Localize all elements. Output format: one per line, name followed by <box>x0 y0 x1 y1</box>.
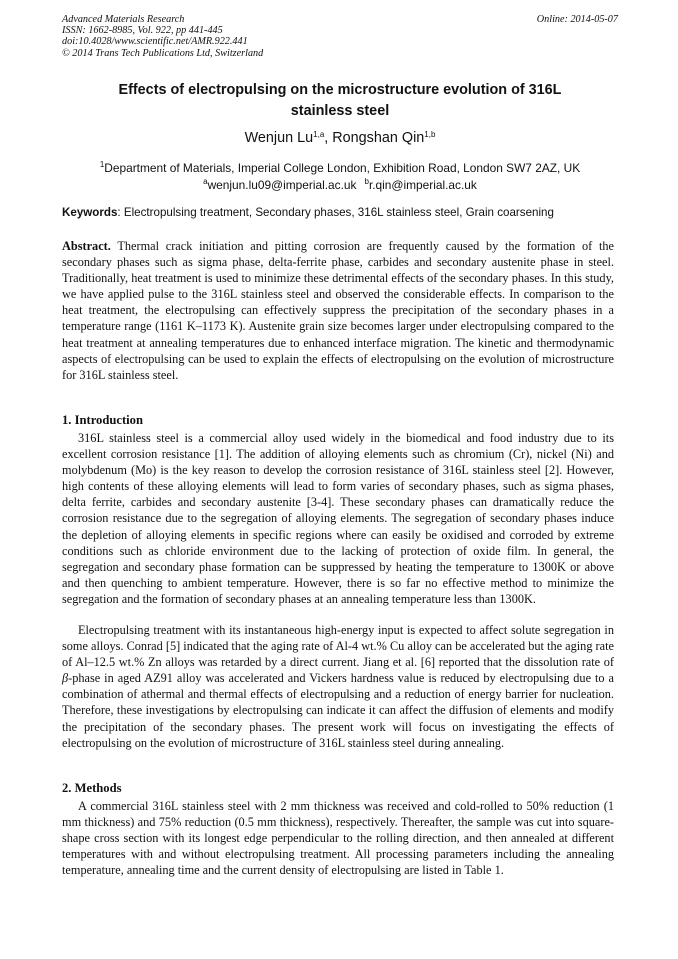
beta-symbol: β <box>62 671 69 686</box>
author-1-name: Wenjun Lu <box>244 130 314 146</box>
author-2-superscript: 1,b <box>424 130 436 139</box>
author-list <box>62 126 618 147</box>
online-date: Online: 2014-05-07 <box>536 14 618 25</box>
email-a-superscript: a <box>203 177 208 186</box>
email-b-link[interactable]: r.qin@imperial.ac.uk <box>368 178 477 192</box>
copyright-line: © 2014 Trans Tech Publications Ltd, Switzerland <box>62 47 264 59</box>
keywords-text: : Electropulsing treatment, Secondary phases, 316L stainless steel, Grain coarsening <box>117 206 554 219</box>
author-2-name: Rongshan Qin <box>332 130 425 146</box>
email-a-link[interactable]: wenjun.lu09@imperial.ac.uk <box>207 178 357 192</box>
journal-header <box>62 14 618 59</box>
paper-title <box>62 80 618 122</box>
keywords-label: Keywords <box>62 206 118 219</box>
affiliation-superscript: 1 <box>99 160 105 169</box>
introduction-p2-text-before: Electropulsing treatment with its instantaneous high-energy input is expected to affect solute segregation in some alloys. Conrad [5] indicated that the aging rate of Al-4 wt.% Cu alloy can be accelerated but the aging rate of Al–12.5 wt.% Zn alloys was retarded by a direct current. Jiang et al. [6] reported that the dissolution rate of <box>62 623 614 670</box>
abstract-paragraph <box>62 238 614 383</box>
author-separator: , <box>324 130 333 146</box>
keywords <box>62 205 618 220</box>
introduction-paragraph-1: 316L stainless steel is a commercial alloy used widely in the biomedical and food industry due to its excellent corrosion resistance [1]. The addition of alloying elements such as chromium (Cr), nickel (Ni) and molybdenum (Mo) is the key reason to develop the corrosion resistance of 316L stainless steel [2]. However, high contents of these alloying elements will lead to form varies of secondary phases, such as sigma phases, delta ferrite, carbides and secondary austenite [3-4]. These secondary phases can dramatically reduce the corrosion resistance due to the segregation of alloying elements. The segregation of secondary phases induce the depletion of alloying elements in specific regions where can easily be oxidised and corroded by extreme conditions such as chloride environment due to the lacking of protection of oxide film. In general, the segregation and secondary phase formation can be suppressed by heating the temperature to 1300K or above and then quenching to ambient temperature. However, there is so far no effective method to minimize the segregation and the formation of secondary phases at an annealing temperature less than 1300K. <box>62 431 614 606</box>
abstract-text: Thermal crack initiation and pitting corrosion are frequently caused by the formation of the secondary phases such as sigma phase, delta-ferrite phase, carbides and secondary austenite phase in steel. Traditionally, heat treatment is used to minimize these detrimental effects of the secondary phases. In this study, we have applied pulse to the 316L stainless steel and observed the considerable effects. In comparison to the heat treatment, the electropulsing can effectively suppress the precipitation of the secondary phases in a temperature range (1161 K–1173 K). Austenite grain size becomes larger under electropulsing compared to the heat treatment at annealing temperatures due to enhanced interface migration. The kinetic and thermodynamic aspects of electropulsing can be used to explain the effects of electropulsing on the evolution of microstructure for 316L stainless steel. <box>62 239 614 382</box>
issn-line: ISSN: 1662-8985, Vol. 922, pp 441-445 <box>62 25 223 37</box>
title-line-2: stainless steel <box>290 103 390 119</box>
methods-paragraph-1: A commercial 316L stainless steel with 2 mm thickness was received and cold-rolled to 50% reduction (1 mm thickness) and 75% reduction (0.5 mm thickness), respectively. Thereafter, the sample was cut into square-shape cross section with its longest edge perpendicular to the rolling direction, and then annealed at different temperatures with and without electropulsing treatment. All processing parameters including the annealing temperature, annealing time and the current density of electropulsing are listed in Table 1. <box>62 799 614 878</box>
author-1-superscript: 1,a <box>313 130 325 139</box>
abstract-label: Abstract. <box>62 239 111 253</box>
email-b-superscript: b <box>364 177 369 186</box>
title-line-1: Effects of electropulsing on the microstructure evolution of 316L <box>118 82 562 98</box>
journal-name: Advanced Materials Research <box>62 14 185 25</box>
affiliation-text: Department of Materials, Imperial College London, Exhibition Road, London SW7 2AZ, UK <box>104 161 581 175</box>
doi-line: doi:10.4028/www.scientific.net/AMR.922.441 <box>62 36 248 48</box>
author-emails <box>62 173 618 194</box>
introduction-p2-text-after: -phase in aged AZ91 alloy was accelerated and Vickers hardness value is reduced by electropulsing due to a combination of athermal and thermal effects of electropulsing and a reduction of energy barrier for nucleation. Therefore, these investigations by electropulsing can indicate it can affect the diffusion of elements and modify the precipitation of the secondary phases. The present work will focus on investigating the effects of electropulsing on the evolution of microstructure of 316L stainless steel during annealing. <box>62 671 614 750</box>
methods-heading: 2. Methods <box>62 781 122 795</box>
introduction-paragraph-2 <box>62 622 614 751</box>
introduction-heading: 1. Introduction <box>62 413 143 427</box>
